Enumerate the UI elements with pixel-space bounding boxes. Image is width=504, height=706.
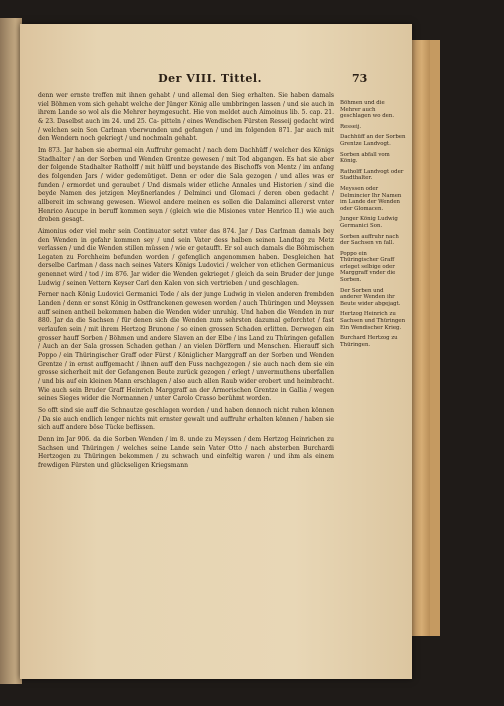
margin-notes — [340, 100, 406, 352]
paragraph: So offt sind sie auff die Schnautze geschlagen worden / und haben dennoch nicht ruhen können / Da sie auch endlich lenger nichts mit ernster gewalt und auffruhr erhalten können / haben sie sich auff andere böse Tücke beflissen. — [38, 406, 334, 432]
margin-note: Dachhüff an der Sorben Grentze Landvogt. — [340, 134, 406, 147]
page-tab — [430, 40, 440, 636]
margin-note: Sorben abfall vom König. — [340, 151, 390, 165]
page-number: 73 — [352, 72, 368, 85]
paragraph: Ferner nach König Ludovici Germanici Tode / als der junge Ludwig in vielen anderen frembden Landen / denn er sonst König in Ostfranckenen gewesen worden / auch Thüringen und Meyssen auff seinen antheil bekommen haben die Wenden wider unruhig. Und haben die Wenden in nur 880. Jar da die Sachsen / für denen sich die Wenden zum sehrsten dazumal geforchtet / fast verlaufen sein / mit ihrem Hertzog Brunone / so einen grossen Schaden erlitten. Derwegen ein grosser hauff Sorben / Böhmen und andere Slaven an der Elbe / ins Land zu Thüringen gefallen / Auch an der Sala grossen Schaden gethan / an vielen Dörffern und Menschen. Hierauff sich Poppo / ein Thüringischer Graff oder Fürst / Königlicher Marggraff an der Sorben und Wenden Grentze / in ernst auffgemacht / ihnen auff den Fuss nachgezogen / sie auch nach dem sie ein grosse sicherheit mit der Gefangenen Beute zurück gezogen / erlegt / unvermuthens uberfallen / und bis auf ein kleinen Mann erschlagen / also auch allen Raub wider erobert und heimbracht. Wie auch sein Bruder Graff Heinrich Marggraff an der Armorischen Grentze in Gallia / wegen seines Sieges wider die Normannen / unter Carolo Crasso berühmt worden. — [38, 291, 334, 403]
margin-note: Poppo ein Thüringischer Graff erleget selbige oder Marggraff vnder die Sorben. — [340, 250, 396, 284]
body-text — [38, 92, 334, 474]
margin-note: Meyssen oder Delmincier Ihr Namen im Lande der Wenden oder Glomacen. — [340, 185, 402, 212]
paragraph: Denn im Jar 906. da die Sorben Wenden / im 8. unde zu Meyssen / dem Hertzog Heinrichen zu Sachsen und Thüringen / welches seine Lande sein Vater Otto / nach absterben Burchardi Hertzogen zu Thüringen bekommen / zu schwach und einfeltig waren / und ihm als einem frewdigen Fürsten und glückseligen Kriegsmann — [38, 435, 334, 469]
margin-note: Böhmen und die Mehrer auch geschlagen wo den. — [340, 100, 395, 120]
margin-note: Burchard Hertzog zu Thüringen. — [340, 335, 398, 348]
paragraph: Im 873. Jar haben sie abermal ein Auffruhr gemacht / nach dem Dachhüff / welcher des Königs Stadhalter / an der Sorben und Wenden Grentze gewesen / mit Tod abgangen. Es hat sie aber der folgende Stadhalter Ratholff / mit hülff und beystande des Bischoffs von Mentz / im anfang des folgenden Jars / wider gedemütiget. Denn er oder die Sala gezogen / und alles was er funden / ermordet und geraubet / Und dismals wider etliche Annales und Historien / sind die beyde Namen des jetzigen Meyßnerlandes / Delminci und Glomaci / deren oben gedacht / allbereit im schwang gewesen. Wiewol andere meinen es sollen die Dalaminci allererst vnter Henrico Aucupe in beruff kommen seyn / (gleich wie die Misiones vnter Henrico II.) wie auch droben gesagt. — [38, 146, 334, 224]
margin-note: Hertzog Heinrich zu Sachsen und Thüringen Ein Wendischer Krieg. — [340, 311, 406, 331]
margin-note: Junger König Ludwig Germanici Son. — [340, 216, 398, 229]
margin-note: Resseij. — [340, 123, 362, 130]
paragraph: denn wer ernste treffen mit ihnen gehabt / und allemal den Sieg erhalten. Sie haben damals viel Böhmen vom sich gehabt welche der Jünger König alle umbbringen lassen / und sie auch in ihrem Lande so wol als die Mehrer heymgesucht. Hie von meldet auch Aimoinus lib. 5. cap. 21. & 23. Daselbst auch im 24. und 25. Ca- pitteln / eines Wendischen Fürsten Resseij gedacht wird / welchen sein Son Carlman vberwunden und gefangen / und im folgenden 871. Jar auch mit den Wendern noch gekriegt / und nochmaln gehabt. — [38, 92, 334, 143]
margin-note: Ratholff Landvogt oder Stadthalter. — [340, 168, 404, 182]
paragraph: Aimonius oder viel mehr sein Continuator setzt vnter das 874. Jar / Das Carlman damals bey den Wenden in gefahr kommen sey / und sein Vater dess halben seinen Landtag zu Metz verlassen / und die Wenden stillen müssen / wie er getaufft. Er sol auch damals die Böhmischen Legaten zu Forchheim befunden worden / gefenglich angenommen haben. Desgleichen hat derselbe Carlman / dass nach seines Vaters Königs Ludovici / welcher von etlichen Germanicus genennet wird / tod / im 876. Jar wider die Wenden gekrieget / gleich da sein Bruder der junge Ludwig / seinen Vettern Keyser Carl den Kalen von sich vertrieben / und geschlagen. — [38, 227, 334, 287]
book-left-edge — [0, 18, 22, 684]
margin-note: Der Sorben und anderer Wenden ihr Beute wider abgejagt. — [340, 287, 401, 307]
chapter-header: Der VIII. Tittel. — [158, 72, 262, 85]
margin-note: Sorben auffruhr nach der Sachsen vn fall. — [340, 233, 399, 247]
